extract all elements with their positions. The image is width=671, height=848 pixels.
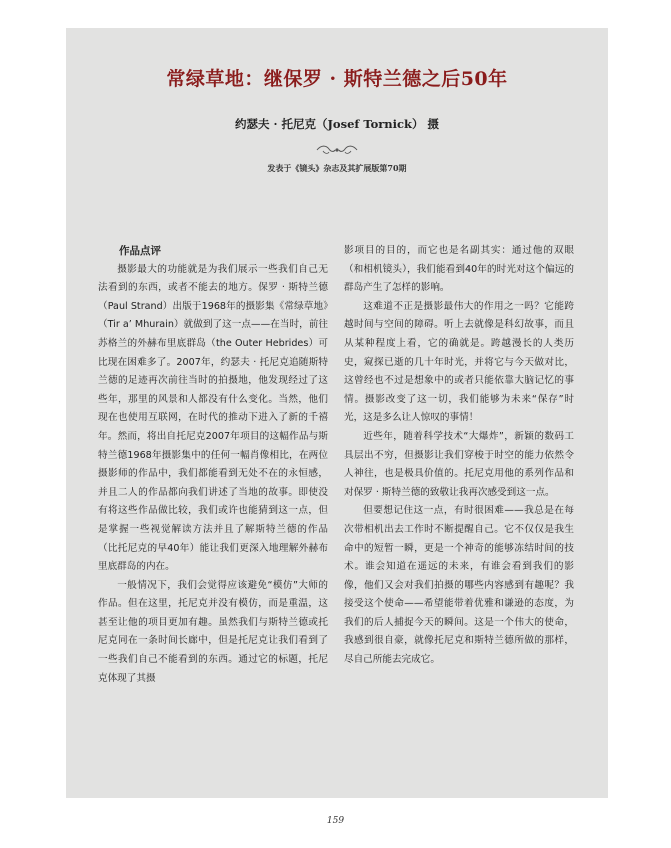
article-panel — [66, 28, 608, 798]
publication-note: 发表于《镜头》杂志及其扩展版第70期 — [267, 163, 407, 173]
body-paragraph: 但要想记住这一点，有时很困难——我总是在每次带相机出去工作时不断提醒自己。它不仅仅是我生命中的短暂一瞬，更是一个神奇的能够冻结时间的技术。谁会知道在遥远的未来，有谁会看到我们的影像，他们又会对我们拍摄的哪些内容感到有趣呢？我接受这个使命——希望能带着优雅和谦逊的态度，为我们的后人捕捉今天的瞬间。这是一个伟大的使命，我感到很自豪，就像托尼克和斯特兰德所做的那样，尽自己所能去完成它。 — [344, 505, 574, 666]
flourish-ornament-icon — [66, 141, 608, 160]
body-paragraph: 这难道不正是摄影最伟大的作用之一吗？它能跨越时间与空间的障碍。听上去就像是科幻故事，而且从某种程度上看，它的确就是。跨越漫长的人类历史，窥探已逝的几十年时光，并将它与今天做对比，这曾经也不过是想象中的或者只能依靠大脑记忆的事情。摄影改变了这一切，我们能够为未来“保存”时光，这是多么让人惊叹的事情！ — [344, 300, 574, 424]
body-paragraph: 近些年，随着科学技术“大爆炸”，新颖的数码工具层出不穷，但摄影让我们穿梭于时空的能力依然令人神往，也是极具价值的。托尼克用他的系列作品和对保罗 · 斯特兰德的致敬让我再次感受到这一点。 — [344, 430, 574, 498]
body-paragraph: 摄影最大的功能就是为我们展示一些我们自己无法看到的东西，或者不能去的地方。保罗 · 斯特兰德（Paul Strand）出版于1968年的摄影集《常绿草地》（Tir a’ Mhurain）就做到了这一点——在当时，前往苏格兰的外赫布里底群岛（the Outer Hebrides）可比现在困难多了。2007年，约瑟夫 · 托尼克追随斯特兰德的足迹再次前往当时的拍摄地，他发现经过了这些年，那里的风景和人都没有什么变化。当然，他们现在也使用互联网，在时代的推动下进入了新的千禧年。然而，将出自托尼克2007年项目的这幅作品与斯特兰德1968年摄影集中的任何一幅肖像相比，在两位摄影师的作品中，我们都能看到无处不在的永恒感，并且二人的作品都向我们讲述了当地的故事。即使没有将这些作品做比较，我们或许也能猜到这一点，但是掌握一些视觉解读方法并且了解斯特兰德的作品（比托尼克的早40年）能让我们更深入地理解外赫布里底群岛的内在。 — [98, 263, 328, 573]
article-title: 常绿草地：继保罗 · 斯特兰德之后50年 — [166, 68, 508, 90]
photographer-byline: 约瑟夫 · 托尼克（Josef Tornick） 摄 — [234, 117, 440, 131]
section-heading: 作品点评 — [119, 245, 161, 257]
body-paragraph-continued: 影项目的目的，而它也是名副其实：通过他的双眼（和相机镜头），我们能看到40年的时光对这个偏远的群岛产生了怎样的影响。 — [344, 245, 574, 294]
right-column — [344, 242, 574, 670]
page-number: 159 — [326, 816, 345, 826]
body-paragraph: 一般情况下，我们会觉得应该避免“模仿”大师的作品。但在这里，托尼克并没有模仿，而是重温，这甚至让他的项目更加有趣。虽然我们与斯特兰德或托尼克同在一条时间长廊中，但是托尼克让我们看到了一些我们自己不能看到的东西。通过它的标题，托尼克体现了其摄 — [98, 579, 328, 684]
left-column — [98, 242, 328, 688]
